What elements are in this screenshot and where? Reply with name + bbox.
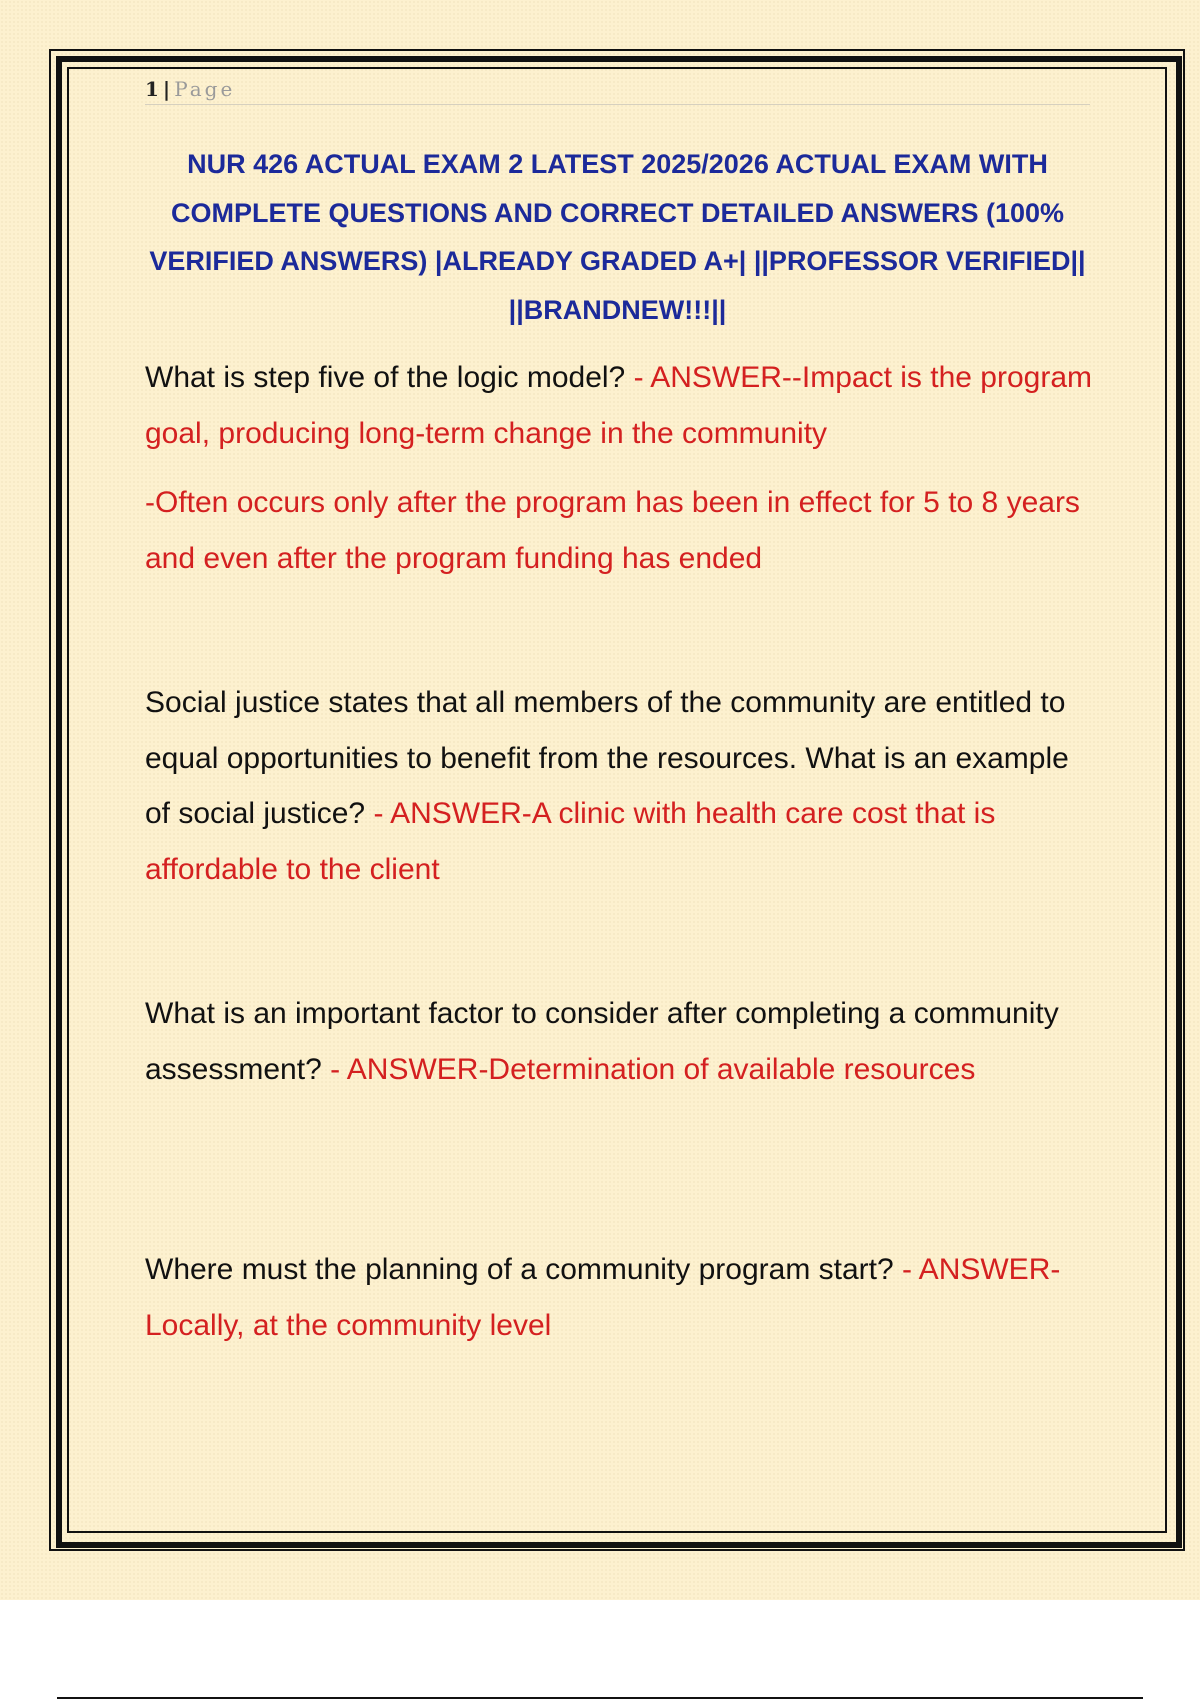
qa-item-step-five — [145, 350, 1095, 461]
qa-item-program-planning — [145, 1242, 1095, 1353]
page-header — [145, 76, 1090, 105]
question-text: What is an important factor to consider after completing a community assessment? — [145, 997, 1059, 1086]
answer-text: - ANSWER-Determination of available resources — [330, 1052, 976, 1086]
answer-text: - ANSWER-Locally, at the community level — [145, 1253, 1061, 1342]
page-number: 1 — [145, 77, 159, 101]
question-text: What is step five of the logic model? — [145, 361, 634, 394]
document-title: NUR 426 ACTUAL EXAM 2 LATEST 2025/2026 ACTUAL EXAM WITH COMPLETE QUESTIONS AND CORRECT DETAILED ANSWERS (100% VERIFIED ANSWERS) |ALREADY GRADED A+| ||PROFESSOR VERIFIED|| ||BRANDNEW!!!|| — [149, 149, 1086, 325]
qa-item-social-justice — [145, 675, 1095, 897]
qa-item-community-assessment — [145, 986, 1095, 1097]
answer-text: -Often occurs only after the program has been in effect for 5 to 8 years and even after the program funding has ended — [145, 486, 1080, 575]
question-text: Social justice states that all members of the community are entitled to equal opportunities to benefit from the resources. What is an example of social justice? — [145, 686, 1069, 830]
page-separator: | — [162, 77, 171, 101]
answer-text: - ANSWER--Impact is the program goal, producing long-term change in the community — [145, 361, 1093, 450]
next-page-top-rule — [57, 1697, 1143, 1699]
question-text: Where must the planning of a community program start? — [145, 1253, 903, 1286]
page-word: Page — [174, 77, 236, 101]
qa-item-step-five-note — [145, 475, 1095, 586]
answer-text: - ANSWER-A clinic with health care cost that is affordable to the client — [145, 797, 996, 886]
